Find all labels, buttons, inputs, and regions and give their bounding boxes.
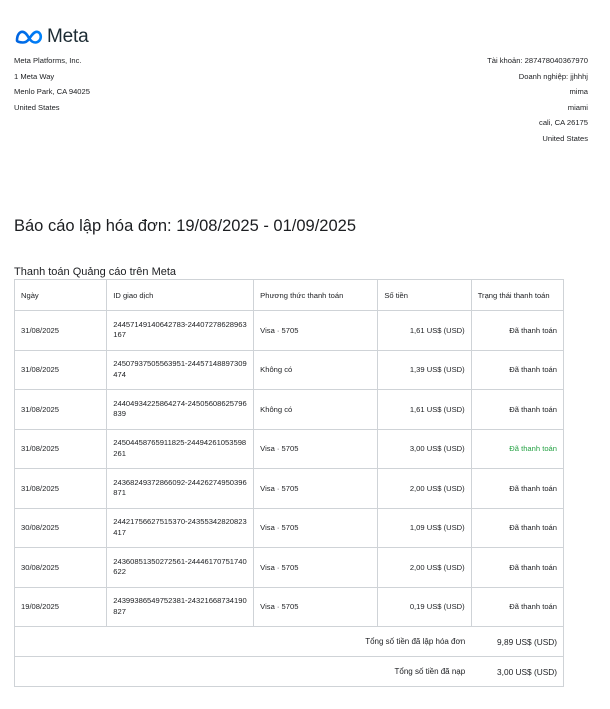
transactions-table: [14, 279, 564, 687]
logo-text: Meta: [47, 26, 89, 47]
cell-date: 31/08/2025: [15, 311, 107, 351]
cell-payment-status: Đã thanh toán: [471, 548, 563, 588]
company-country: United States: [14, 102, 60, 112]
cell-payment-method: Visa · 5705: [254, 469, 378, 509]
total-paid-value: 3,00 US$ (USD): [471, 657, 563, 687]
table-row: [15, 587, 564, 627]
meta-infinity-logo-icon: [14, 29, 44, 45]
cell-date: 31/08/2025: [15, 390, 107, 430]
cell-date: 31/08/2025: [15, 429, 107, 469]
cell-transaction-id: 24368249372866092-24426274950396871: [107, 469, 254, 509]
table-row: [15, 311, 564, 351]
company-street: 1 Meta Way: [14, 71, 55, 81]
table-row: [15, 508, 564, 548]
cell-date: 30/08/2025: [15, 548, 107, 588]
cell-payment-status: Đã thanh toán: [471, 508, 563, 548]
cell-payment-status: Đã thanh toán: [471, 429, 563, 469]
cell-amount: 1,61 US$ (USD): [378, 311, 471, 351]
cell-date: 30/08/2025: [15, 508, 107, 548]
total-billed-label: Tổng số tiền đã lập hóa đơn: [365, 637, 466, 646]
cell-payment-status: Đã thanh toán: [471, 587, 563, 627]
table-row: [15, 469, 564, 509]
cell-transaction-id: 24507937505563951-24457148897309474: [107, 350, 254, 390]
account-address-line-1: mima: [569, 87, 588, 97]
cell-amount: 3,00 US$ (USD): [378, 429, 471, 469]
cell-transaction-id: 24421756627515370-24355342820823417: [107, 508, 254, 548]
cell-payment-method: Visa · 5705: [254, 508, 378, 548]
transactions-body: [15, 311, 564, 627]
cell-amount: 1,09 US$ (USD): [378, 508, 471, 548]
company-name: Meta Platforms, Inc.: [14, 56, 82, 65]
cell-date: 31/08/2025: [15, 350, 107, 390]
cell-date: 31/08/2025: [15, 469, 107, 509]
table-row: [15, 429, 564, 469]
business-name: Doanh nghiệp: jjhhhj: [518, 71, 588, 81]
account-info: [487, 53, 588, 147]
cell-transaction-id: 24404934225864274-24505608625796839: [107, 390, 254, 430]
cell-amount: 2,00 US$ (USD): [378, 469, 471, 509]
cell-payment-status: Đã thanh toán: [471, 469, 563, 509]
table-row: [15, 350, 564, 390]
header-amount: Số tiền: [378, 280, 471, 311]
total-paid-label: Tổng số tiền đã nạp: [394, 667, 466, 676]
total-billed-value: 9,89 US$ (USD): [471, 627, 563, 657]
header-date: Ngày: [15, 280, 107, 311]
cell-date: 19/08/2025: [15, 587, 107, 627]
account-address-line-3: cali, CA 26175: [539, 118, 588, 128]
cell-payment-status: Đã thanh toán: [471, 390, 563, 430]
cell-payment-method: Visa · 5705: [254, 548, 378, 588]
report-title: Báo cáo lập hóa đơn: 19/08/2025 - 01/09/2025: [14, 217, 357, 235]
cell-transaction-id: 24360851350272561-24446170751740622: [107, 548, 254, 588]
table-row: [15, 548, 564, 588]
account-address-line-2: miami: [567, 102, 588, 112]
cell-amount: 1,39 US$ (USD): [378, 350, 471, 390]
cell-payment-method: Visa · 5705: [254, 311, 378, 351]
cell-amount: 2,00 US$ (USD): [378, 548, 471, 588]
header-payment-method: Phương thức thanh toán: [254, 280, 378, 311]
account-id: Tài khoản: 287478040367970: [487, 56, 588, 65]
table-header-row: [15, 280, 564, 311]
company-address: [14, 53, 90, 115]
cell-payment-status: Đã thanh toán: [471, 350, 563, 390]
header-transaction-id: ID giao dịch: [107, 280, 254, 311]
account-country: United States: [542, 133, 588, 143]
company-city: Menlo Park, CA 94025: [14, 87, 90, 97]
section-title: Thanh toán Quảng cáo trên Meta: [14, 266, 177, 278]
cell-transaction-id: 24399386549752381-24321668734190827: [107, 587, 254, 627]
cell-amount: 1,61 US$ (USD): [378, 390, 471, 430]
cell-payment-method: Visa · 5705: [254, 587, 378, 627]
cell-transaction-id: 24504458765911825-24494261053598261: [107, 429, 254, 469]
total-paid-row: [15, 657, 564, 687]
meta-logo: [14, 26, 88, 48]
cell-payment-method: Visa · 5705: [254, 429, 378, 469]
total-billed-row: [15, 627, 564, 657]
cell-payment-method: Không có: [254, 390, 378, 430]
cell-amount: 0,19 US$ (USD): [378, 587, 471, 627]
cell-transaction-id: 24457149140642783-24407278628963167: [107, 311, 254, 351]
cell-payment-status: Đã thanh toán: [471, 311, 563, 351]
cell-payment-method: Không có: [254, 350, 378, 390]
table-row: [15, 390, 564, 430]
header-payment-status: Trạng thái thanh toán: [471, 280, 563, 311]
